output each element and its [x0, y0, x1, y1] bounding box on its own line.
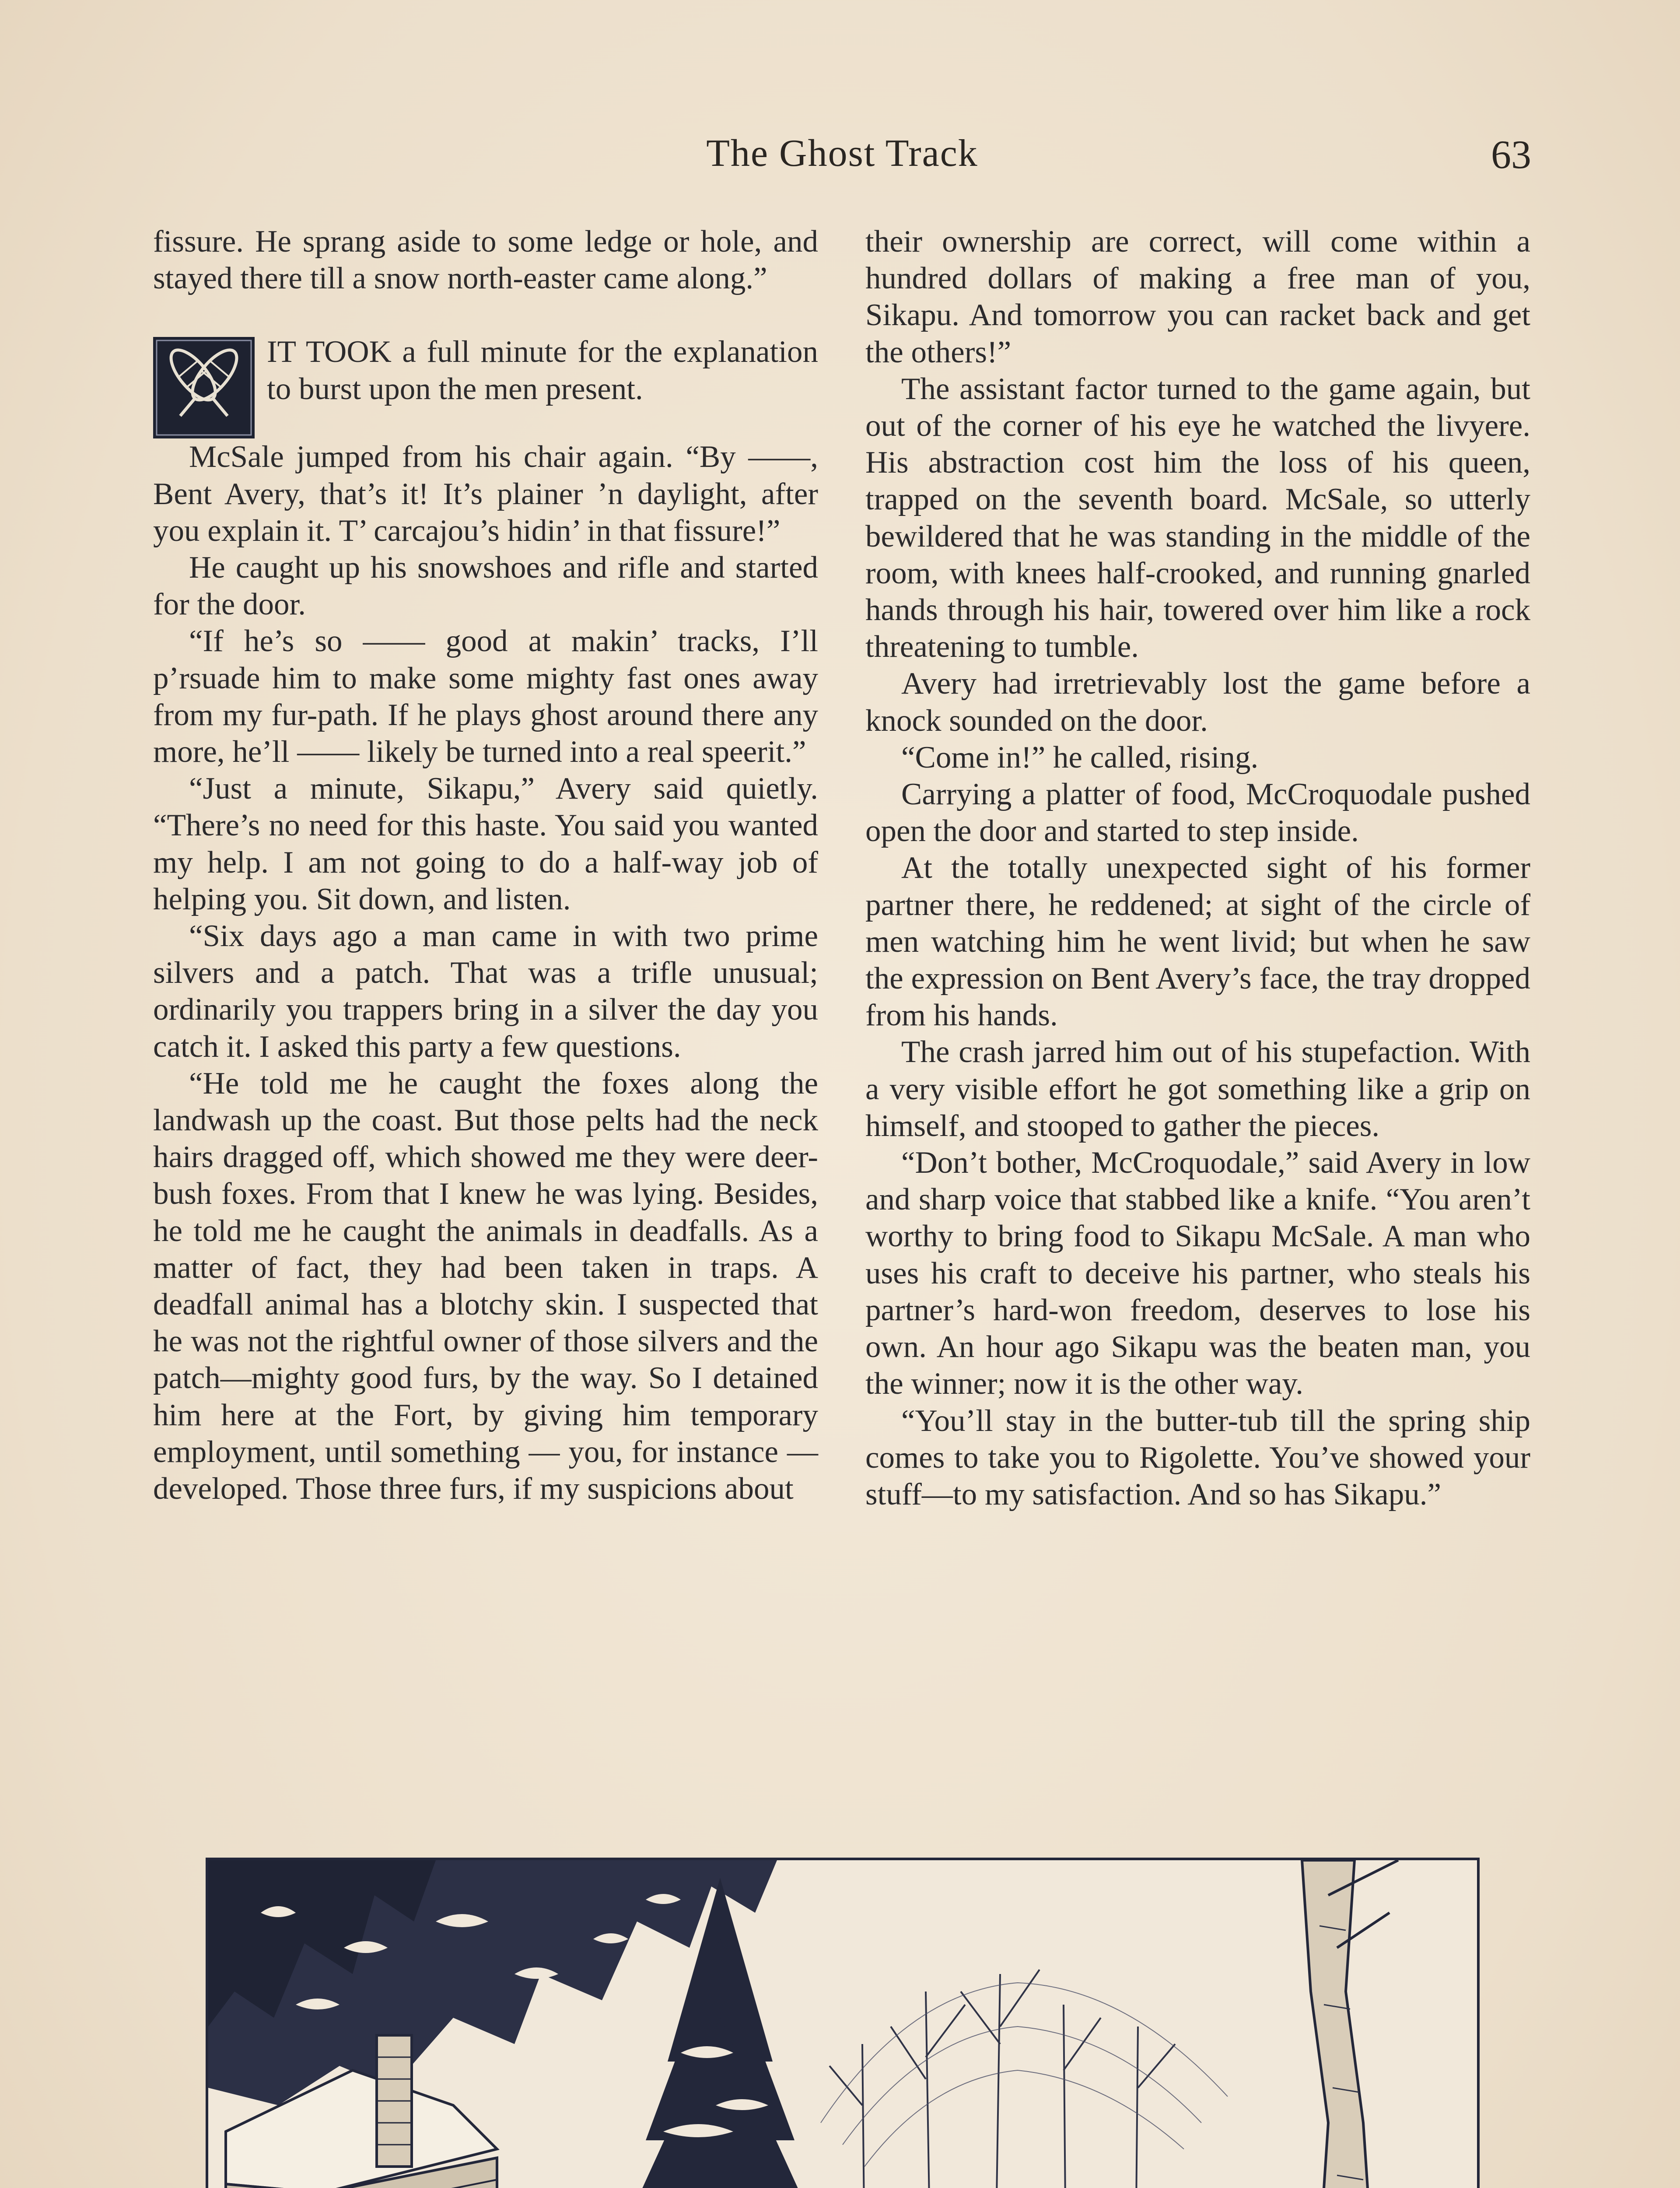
paragraph: McSale jumped from his chair again. “By ——, Bent Avery, that’s it! It’s plainer ’n daylight, after you explain it. T’ carcajou’s hidin’ in that fissure!” [153, 440, 818, 548]
winter-cabin-illustration [206, 1858, 1480, 2188]
paragraph: At the totally unexpected sight of his former partner there, he reddened; at sight of the circle of men watching him he went livid; but when he saw the expression on Bent Avery’s face, the tray dropped from his hands. [865, 851, 1530, 1033]
paragraph: “If he’s so —— good at makin’ tracks, I’ll p’rsuade him to make some mighty fast ones away from my fur-path. If he plays ghost around there any more, he’ll —— likely be turned into a real speerit.” [153, 624, 818, 769]
paragraph: The crash jarred him out of his stupefaction. With a very visible effort he got something like a grip on himself, and stooped to gather the pieces. [865, 1035, 1530, 1143]
paragraph: “Six days ago a man came in with two prime silvers and a patch. That was a trifle unusual; ordinarily you trappers bring in a silver the day you catch it. I asked this party a few questions. [153, 919, 818, 1064]
paragraph: “You’ll stay in the butter-tub till the spring ship comes to take you to Rigolette. You’ve showed your stuff—to my satisfaction. And so has Sikapu.” [865, 1403, 1530, 1511]
paragraph: “Don’t bother, McCroquodale,” said Avery in low and sharp voice that stabbed like a knife. “You aren’t worthy to bring food to Sikapu McSale. A man who uses his craft to deceive his partner, who steals his partner’s hard-won freedom, deserves to lose his own. An hour ago Sikapu was the beaten man, you the winner; now it is the other way. [865, 1146, 1530, 1401]
paragraph: their ownership are correct, will come within a hundred dollars of making a free man of you, Sikapu. And tomorrow you can racket back and get the others!” [865, 224, 1530, 369]
paragraph: The assistant factor turned to the game again, but out of the corner of his eye he watched the livyere. His abstraction cost him the loss of his queen, trapped on the seventh board. McSale, so utterly bewildered that he was standing in the middle of the room, with knees half-crooked, and running gnarled hands through his hair, towered over him like a rock threatening to tumble. [865, 372, 1530, 664]
paragraph: “He told me he caught the foxes along the landwash up the coast. But those pelts had the neck hairs dragged off, which showed me they were deer-bush foxes. From that I knew he was lying. Besides, he told me he caught the animals in deadfalls. As a matter of fact, they had been taken in traps. A deadfall animal has a blotchy skin. I suspected that he was not the rightful owner of those silvers and the patch—mighty good furs, by the way. So I detained him here at the Fort, by giving him temporary employment, until something — you, for instance — developed. Those three furs, if my suspicions about [153, 1066, 818, 1506]
snowshoes-dropcap-icon [153, 337, 255, 438]
running-title: The Ghost Track [706, 132, 978, 175]
paragraph: Carrying a platter of food, McCroquodale pushed open the door and started to step inside. [865, 777, 1530, 849]
paragraph: “Just a minute, Sikapu,” Avery said quietly. “There’s no need for this haste. You said you wanted my help. I am not going to do a half-way job of helping you. Sit down, and listen. [153, 771, 818, 916]
paragraph: IT TOOK a full minute for the explanation to burst upon the men present. [267, 335, 818, 406]
running-head [153, 131, 1531, 184]
left-column [153, 223, 818, 1507]
page-number: 63 [1491, 132, 1531, 177]
paragraph: He caught up his snowshoes and rifle and started for the door. [153, 551, 818, 622]
paragraph: “Come in!” he called, rising. [901, 740, 1259, 775]
dropcap-paragraph [153, 333, 818, 438]
paragraph: fissure. He sprang aside to some ledge or hole, and stayed there till a snow north-easter came along.” [153, 224, 818, 296]
right-column [865, 223, 1530, 1513]
paragraph: Avery had irretrievably lost the game before a knock sounded on the door. [865, 666, 1530, 738]
